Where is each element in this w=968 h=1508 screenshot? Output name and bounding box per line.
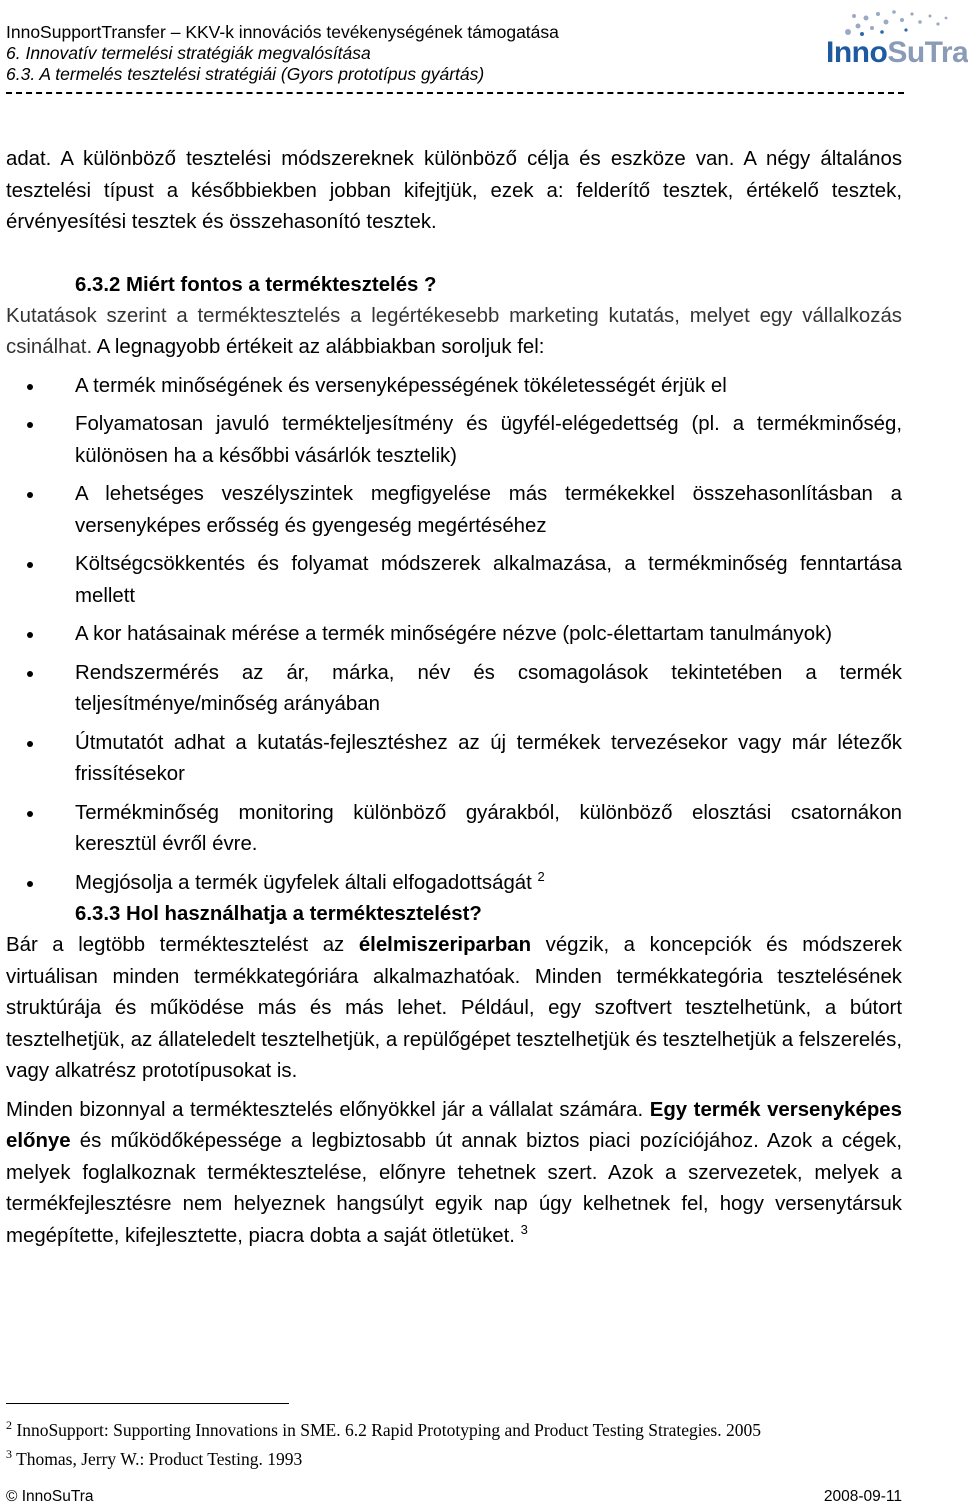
bullet-icon — [27, 384, 33, 390]
section-heading-633: 6.3.3 Hol használhatja a terméktesztelést? — [75, 903, 482, 925]
section-heading-632: 6.3.2 Miért fontos a terméktesztelés ? — [75, 273, 437, 296]
logo-dots-icon — [826, 6, 956, 40]
footnote-divider — [6, 1403, 289, 1404]
list-item: A lehetséges veszélyszintek megfigyelése más termékekkel összehasonlításban a versenyképes erősség és gyengeség megértéséhez — [6, 479, 902, 542]
document-body — [6, 144, 902, 1252]
section-632-paragraph: Kutatások szerint a terméktesztelés a legértékesebb marketing kutatás, melyet egy vállalkozás csinálhat. A legnagyobb értékeit az alábbiakban soroljuk fel: — [6, 304, 902, 358]
list-item: A kor hatásainak mérése a termék minőségére nézve (polc-élettartam tanulmányok) — [6, 619, 902, 651]
footer-copyright: © InnoSuTra — [6, 1488, 94, 1505]
bullet-icon — [27, 562, 33, 568]
section-633-paragraph-2: Minden bizonnyal a terméktesztelés előnyökkel jár a vállalat számára. Egy termék versenyképes előnye és működőképessége a legbiztosabb út annak biztos piaci pozíciójához. Azok a cégek, melyek foglalkoznak terméktesztelése, előnyre tehetnek szert. Azok a szervezetek, melyek a termékfejlesztésre nem helyeznek hangsúlyt egyik nap úgy kelhetnek fel, hogy versenytársuk megépítette, kifejlesztette, piacra dobta a saját ötletüket. $^3$ — [6, 1098, 902, 1247]
bullet-icon — [27, 741, 33, 747]
list-item: Rendszermérés az ár, márka, név és csomagolások tekintetében a termék teljesítménye/minőség arányában — [6, 658, 902, 721]
page-header — [6, 22, 954, 85]
bullet-icon — [27, 632, 33, 638]
section-633-paragraph-1: Bár a legtöbb terméktesztelést az élelmiszeriparban végzik, a koncepciók és módszerek virtuálisan minden termékkategóriára alkalmazhatóak. Minden termékkategória tesztelésének struktúrája és működése más és más lehet. Például, egy szoftvert tesztelhetünk, a bútort tesztelhetjük, az állateledelt tesztelhetjük, a repülőgépet tesztelhetjük és tesztelhetjük a felszerelés, vagy alkatrész prototípusokat is. — [6, 934, 903, 1082]
header-divider — [6, 92, 904, 94]
footnote-ref-3: 3 — [520, 1221, 528, 1237]
list-item: Folyamatosan javuló termékteljesítmény és ügyfél-elégedettség (pl. a termékminőség, különösen ha a későbbi vásárlók tesztelik) — [6, 409, 902, 472]
innosutra-logo — [826, 6, 968, 69]
page-footer — [6, 1488, 902, 1506]
list-item: Megjósolja a termék ügyfelek általi elfogadottságát $^2$ — [6, 868, 902, 900]
bullet-icon — [27, 422, 33, 428]
header-chapter: 6. Innovatív termelési stratégiák megvalósítása — [6, 43, 371, 63]
benefits-list — [6, 371, 902, 900]
bullet-icon — [27, 881, 33, 887]
list-item: Útmutatót adhat a kutatás-fejlesztéshez az új termékek tervezésekor vagy már létezők frissítésekor — [6, 728, 902, 791]
header-title: InnoSupportTransfer – KKV-k innovációs tevékenységének támogatása — [6, 22, 559, 42]
list-item: Termékminőség monitoring különböző gyárakból, különböző elosztási csatornákon keresztül évről évre. — [6, 798, 902, 861]
bullet-icon — [27, 492, 33, 498]
bullet-icon — [27, 671, 33, 677]
bullet-icon — [27, 811, 33, 817]
footnotes — [6, 1416, 906, 1474]
footnote-3: $^3$ Thomas, Jerry W.: Product Testing. 1993 — [6, 1447, 303, 1469]
footnote-2: $^2$ InnoSupport: Supporting Innovations in SME. 6.2 Rapid Prototyping and Product Testing Strategies. 2005 — [6, 1418, 761, 1440]
list-item: A termék minőségének és versenyképességének tökéletességét érjük el — [6, 371, 902, 403]
list-item: Költségcsökkentés és folyamat módszerek alkalmazása, a termékminőség fenntartása mellett — [6, 549, 902, 612]
footer-date: 2008-09-11 — [823, 1488, 902, 1505]
header-section: 6.3. A termelés tesztelési stratégiái (Gyors prototípus gyártás) — [6, 64, 485, 84]
intro-paragraph: adat. A különböző tesztelési módszereknek különböző célja és eszköze van. A négy általános tesztelési típust a későbbiekben jobban kifejtjük, ezek a: felderítő tesztek, értékelő tesztek, érvényesítési tesztek és összehasonító tesztek. — [6, 148, 903, 233]
logo-wordmark: InnoSuTra — [826, 36, 968, 69]
footnote-ref-2: 2 — [537, 868, 545, 884]
